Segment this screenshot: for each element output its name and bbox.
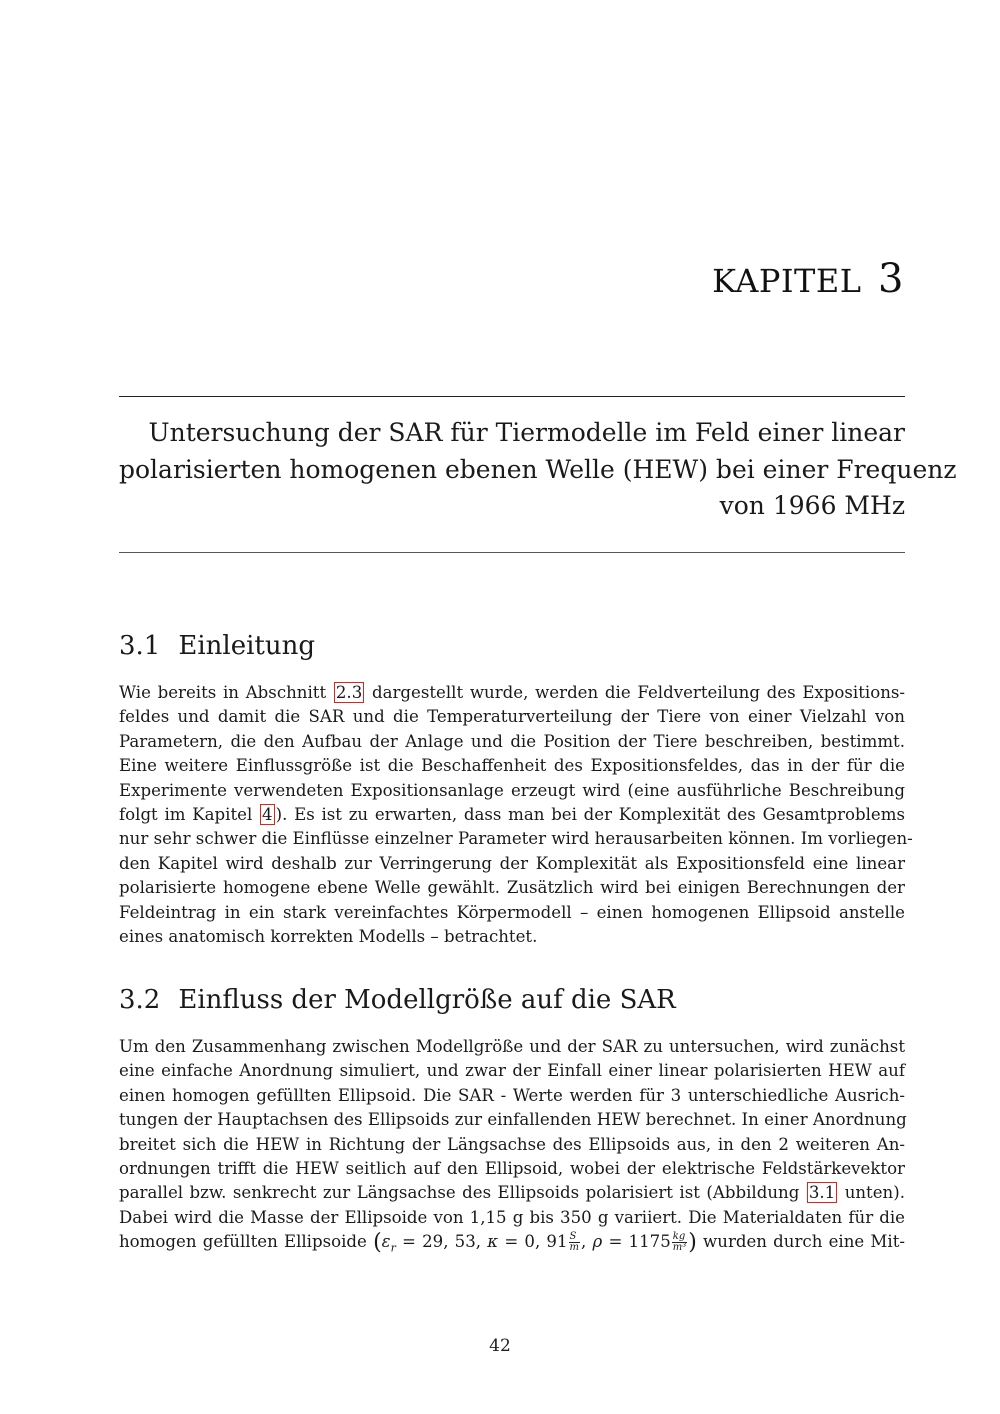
text-line: feldes und damit die SAR und die Temperaturverteilung der Tiere von einer Vielzahl von xyxy=(119,707,905,727)
section-number: 3.1 xyxy=(119,631,161,661)
chapter-number: 3 xyxy=(878,256,904,302)
text-line: eines anatomisch korrekten Modells – betrachtet. xyxy=(119,926,538,946)
chapter-reference-link[interactable]: 4 xyxy=(262,804,273,824)
section-3-1-paragraph xyxy=(119,681,913,949)
text-line: Um den Zusammenhang zwischen Modellgröße und der SAR zu untersuchen, wird zunächst xyxy=(119,1037,905,1056)
section-title: Einleitung xyxy=(178,631,315,661)
text-line-formula: homogen gefüllten Ellipsoide ($\varepsilon_r = 29$, 53, κ = 0, 91 $\frac{S}{m}$ , ρ = 1175 $\frac{kg}{\text{m³}}$ ) wurden durch eine Mit- xyxy=(119,1230,905,1256)
figure-reference-link[interactable]: 3.1 xyxy=(808,1183,836,1203)
section-3-2-paragraph xyxy=(119,1035,905,1255)
text-line: Feldeintrag in ein stark vereinfachtes Körpermodell – einen homogenen Ellipsoid anstelle xyxy=(119,902,905,922)
chapter-title-line: von 1966 MHz xyxy=(719,491,905,520)
chapter-rule-top xyxy=(119,396,905,397)
page-number: 42 xyxy=(489,1336,511,1356)
text-line: Eine weitere Einflussgröße ist die Beschaffenheit des Expositionsfeldes, das in der für die xyxy=(119,756,905,776)
chapter-title xyxy=(119,415,957,525)
section-number: 3.2 xyxy=(119,985,161,1015)
text-line: eine einfache Anordnung simuliert, und zwar der Einfall einer linear polarisierten HEW auf xyxy=(119,1061,905,1081)
chapter-rule-bottom xyxy=(119,552,905,553)
fraction-s-per-m: $\frac{S}{m}$ xyxy=(569,1231,580,1254)
kappa-symbol: κ xyxy=(487,1232,499,1252)
text-line: einen homogen gefüllten Ellipsoid. Die SAR - Werte werden für 3 unterschiedliche Ausrich- xyxy=(119,1085,905,1105)
epsilon-symbol: ε xyxy=(381,1232,391,1252)
section-reference-link[interactable]: 2.3 xyxy=(335,683,363,702)
text-line: breitet sich die HEW in Richtung der Längsachse des Ellipsoids aus, in den 2 weiteren An- xyxy=(119,1134,905,1154)
text-line: folgt im Kapitel 4 ). Es ist zu erwarten, dass man bei der Komplexität des Gesamtproblems xyxy=(119,804,905,824)
section-heading-3-1 xyxy=(119,630,905,662)
section-title: Einfluss der Modellgröße auf die SAR xyxy=(178,985,676,1015)
rho-symbol: ρ xyxy=(592,1232,603,1252)
text-line: Dabei wird die Masse der Ellipsoide von 1,15 g bis 350 g variiert. Die Materialdaten für die xyxy=(119,1207,905,1227)
text-line: nur sehr schwer die Einflüsse einzelner Parameter wird herausarbeiten können. Im vorliegen- xyxy=(119,829,913,849)
chapter-word: KAPITEL xyxy=(712,262,862,300)
text-line: den Kapitel wird deshalb zur Verringerung der Komplexität als Expositionsfeld eine linear xyxy=(119,853,905,873)
text-line: polarisierte homogene ebene Welle gewählt. Zusätzlich wird bei einigen Berechnungen der xyxy=(119,878,905,898)
text-line: parallel bzw. senkrecht zur Längsachse des Ellipsoids polarisiert ist (Abbildung 3.1 unten). xyxy=(119,1183,905,1203)
chapter-title-line: polarisierten homogenen ebenen Welle (HEW) bei einer Frequenz xyxy=(119,454,957,484)
section-heading-3-2 xyxy=(119,984,905,1016)
chapter-title-line: Untersuchung der SAR für Tiermodelle im Feld einer linear xyxy=(148,418,905,447)
text-line: tungen der Hauptachsen des Ellipsoids zur einfallenden HEW berechnet. In einer Anordnung xyxy=(119,1110,907,1130)
text-line: Experimente verwendeten Expositionsanlage erzeugt wird (eine ausführliche Beschreibung xyxy=(119,780,905,800)
text-line: Wie bereits in Abschnitt 2.3 dargestellt wurde, werden die Feldverteilung des Expositions- xyxy=(119,683,906,702)
fraction-kg-per-m3: $\frac{kg}{\text{m³}}$ xyxy=(672,1231,687,1254)
text-line: Parametern, die den Aufbau der Anlage und die Position der Tiere beschreiben, bestimmt. xyxy=(119,731,905,751)
chapter-label xyxy=(712,256,904,302)
text-line: ordnungen trifft die HEW seitlich auf den Ellipsoid, wobei der elektrische Feldstärkevektor xyxy=(119,1158,905,1178)
